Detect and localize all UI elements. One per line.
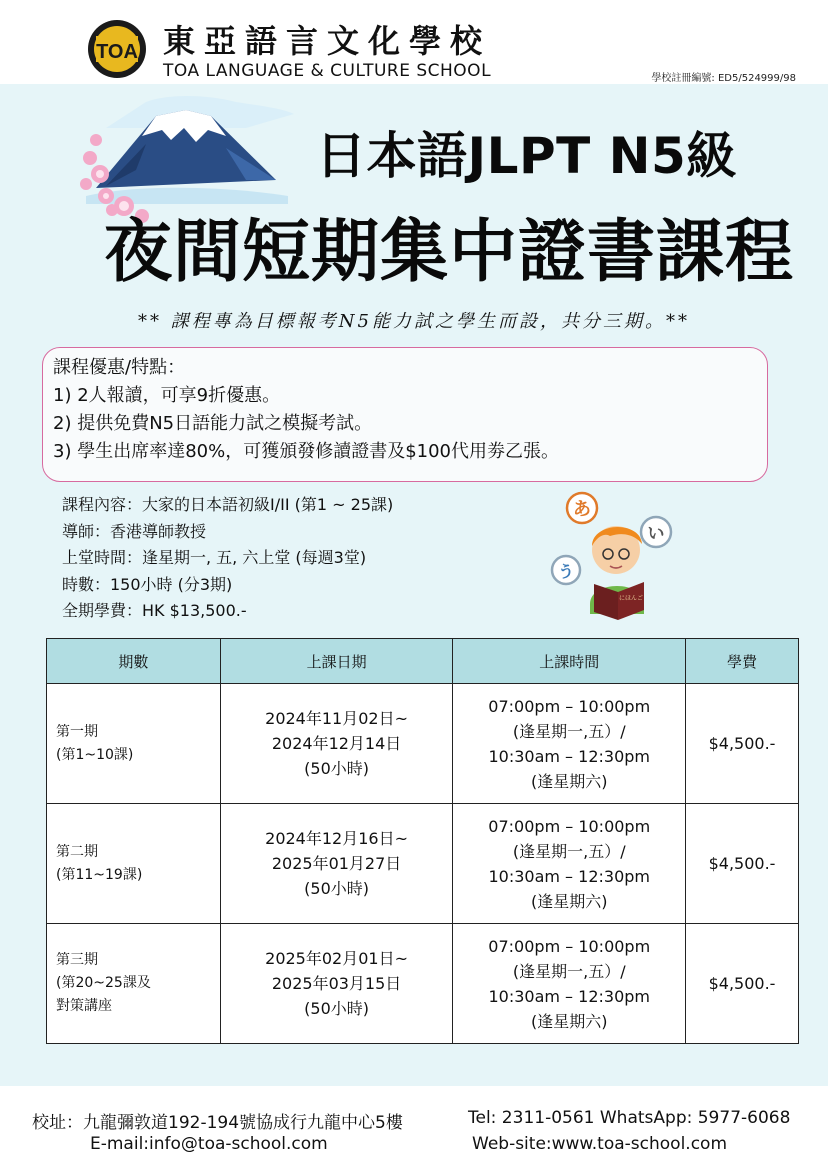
dates-cell bbox=[220, 804, 453, 924]
detail-hours: 時數：150小時 (分3期) bbox=[62, 574, 233, 594]
time-evening-days: (逢星期一,五）/ bbox=[512, 841, 626, 861]
footer-email[interactable]: E-mail:info@toa-school.com bbox=[90, 1134, 328, 1154]
registration-number: 學校註冊編號: ED5/524999/98 bbox=[651, 73, 796, 84]
footer-address: 校址：九龍彌敦道192-194號協成行九龍中心5樓 bbox=[32, 1113, 403, 1133]
promotion-item: 1) 2人報讀，可享9折優惠。 bbox=[53, 385, 281, 406]
course-title-line1: 日本語JLPT N5級 bbox=[316, 127, 737, 185]
period-extra: 對策講座 bbox=[56, 998, 112, 1014]
date-hours: (50小時) bbox=[304, 879, 369, 898]
kana-u: う bbox=[557, 562, 575, 581]
date-start: 2024年11月02日~ bbox=[265, 709, 408, 728]
detail-schedule: 上堂時間：逢星期一, 五, 六上堂 (每週3堂) bbox=[62, 548, 367, 567]
promotion-item: 2) 提供免費N5日語能力試之模擬考試。 bbox=[53, 413, 373, 434]
course-title-line2: 夜間短期集中證書課程 bbox=[104, 213, 795, 292]
time-morning: 10:30am – 12:30pm bbox=[488, 866, 650, 886]
period-name: 第一期 bbox=[56, 723, 98, 740]
period-cell bbox=[47, 684, 221, 804]
time-morning-days: (逢星期六) bbox=[530, 1011, 608, 1031]
course-subtitle: ** 課程專為目標報考N5能力試之學生而設，共分三期。** bbox=[138, 311, 690, 332]
school-logo bbox=[86, 18, 148, 80]
header-period: 期數 bbox=[47, 639, 221, 684]
time-evening-days: (逢星期一,五）/ bbox=[512, 961, 626, 981]
fee-cell: $4,500.- bbox=[686, 924, 799, 1044]
table-row bbox=[47, 804, 799, 924]
dates-cell bbox=[220, 684, 453, 804]
date-end: 2025年01月27日 bbox=[271, 854, 402, 873]
times-cell bbox=[453, 804, 686, 924]
detail-content: 課程內容：大家的日本語初級I/II (第1 ~ 25課) bbox=[62, 495, 394, 514]
period-name: 第二期 bbox=[56, 843, 98, 860]
date-hours: (50小時) bbox=[304, 999, 369, 1018]
period-cell bbox=[47, 804, 221, 924]
times-cell bbox=[453, 684, 686, 804]
period-name: 第三期 bbox=[56, 952, 98, 968]
header-fee: 學費 bbox=[686, 639, 799, 684]
period-cell bbox=[47, 924, 221, 1044]
fee-cell: $4,500.- bbox=[686, 684, 799, 804]
header bbox=[0, 0, 828, 84]
course-details bbox=[62, 492, 393, 625]
dates-cell bbox=[220, 924, 453, 1044]
time-morning-days: (逢星期六) bbox=[530, 891, 608, 911]
promotion-item: 3) 學生出席率達80%，可獲頒發修讀證書及$100代用劵乙張。 bbox=[53, 441, 560, 462]
time-evening: 07:00pm – 10:00pm bbox=[488, 936, 651, 956]
date-start: 2024年12月16日~ bbox=[265, 829, 408, 848]
time-morning-days: (逢星期六) bbox=[530, 771, 608, 791]
promotion-heading: 課程優惠/特點： bbox=[53, 357, 186, 378]
student-reading-illustration bbox=[548, 488, 674, 624]
time-evening-days: (逢星期一,五）/ bbox=[512, 721, 626, 741]
table-header-row bbox=[47, 639, 799, 684]
time-evening: 07:00pm – 10:00pm bbox=[488, 816, 651, 836]
footer-website[interactable]: Web-site:www.toa-school.com bbox=[472, 1134, 728, 1154]
kana-i: い bbox=[647, 524, 665, 544]
times-cell bbox=[453, 924, 686, 1044]
table-row bbox=[47, 924, 799, 1044]
date-end: 2025年03月15日 bbox=[271, 974, 402, 993]
school-name-cn: 東亞語言文化學校 bbox=[163, 22, 492, 60]
period-lessons: (第1~10課) bbox=[56, 746, 134, 763]
school-name-en: TOA LANGUAGE & CULTURE SCHOOL bbox=[163, 61, 492, 81]
time-evening: 07:00pm – 10:00pm bbox=[488, 696, 651, 716]
fee-cell: $4,500.- bbox=[686, 804, 799, 924]
detail-fee: 全期學費：HK $13,500.- bbox=[62, 601, 247, 620]
table-row bbox=[47, 684, 799, 804]
header-times: 上課時間 bbox=[453, 639, 686, 684]
date-start: 2025年02月01日~ bbox=[265, 949, 408, 968]
kana-a: あ bbox=[573, 499, 591, 520]
book-label: にほんご bbox=[618, 595, 644, 602]
time-morning: 10:30am – 12:30pm bbox=[488, 986, 650, 1006]
logo-text: TOA bbox=[96, 41, 138, 63]
date-end: 2024年12月14日 bbox=[271, 734, 402, 753]
detail-teacher: 導師：香港導師教授 bbox=[62, 521, 207, 541]
date-hours: (50小時) bbox=[304, 759, 369, 778]
promotion-box bbox=[42, 347, 768, 482]
time-morning: 10:30am – 12:30pm bbox=[488, 746, 650, 766]
period-lessons: (第20~25課及 bbox=[56, 975, 151, 991]
footer-phone: Tel: 2311-0561 WhatsApp: 5977-6068 bbox=[468, 1108, 791, 1128]
header-dates: 上課日期 bbox=[220, 639, 453, 684]
schedule-table bbox=[46, 638, 799, 1044]
period-lessons: (第11~19課) bbox=[56, 866, 143, 883]
